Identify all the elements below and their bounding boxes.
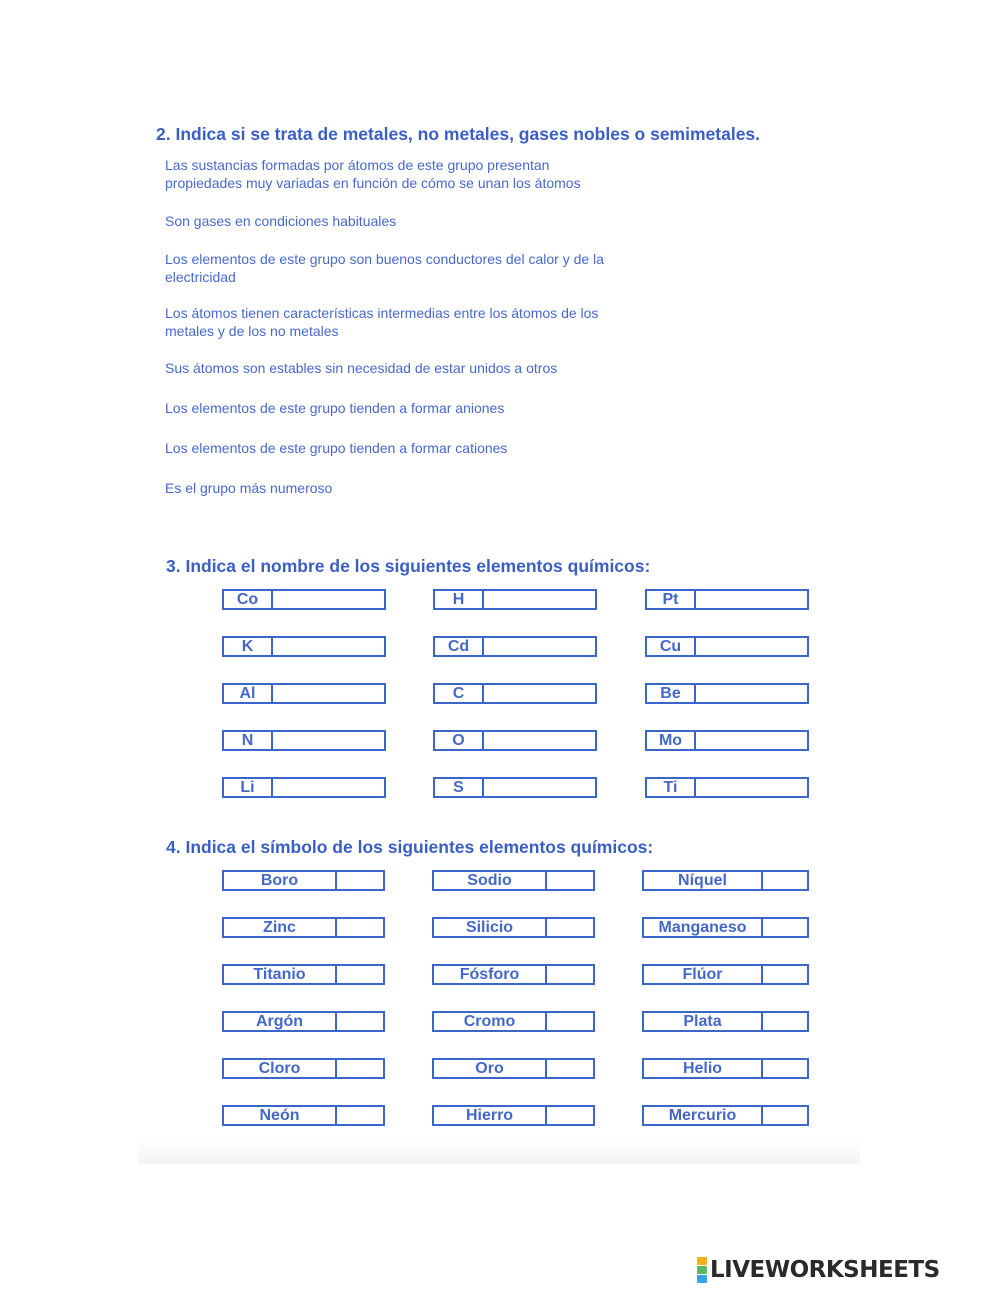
page-bottom-shadow — [138, 1140, 860, 1164]
element-symbol: Li — [224, 779, 273, 796]
section-4-heading: 4. Indica el símbolo de los siguientes elementos químicos: — [166, 837, 654, 857]
statement-8: Es el grupo más numeroso — [165, 480, 333, 496]
name-box — [432, 964, 595, 985]
name-box — [222, 964, 385, 985]
answer-field[interactable] — [484, 685, 595, 702]
name-box — [432, 1105, 595, 1126]
name-box — [642, 870, 809, 891]
answer-field[interactable] — [696, 638, 807, 655]
element-symbol: O — [435, 732, 484, 749]
answer-field[interactable] — [337, 966, 383, 983]
name-box — [222, 1011, 385, 1032]
answer-field[interactable] — [696, 779, 807, 796]
answer-field[interactable] — [547, 1013, 593, 1030]
answer-field[interactable] — [763, 1107, 807, 1124]
answer-field[interactable] — [337, 1107, 383, 1124]
answer-field[interactable] — [273, 779, 384, 796]
symbol-box — [433, 683, 597, 704]
answer-field[interactable] — [547, 919, 593, 936]
answer-field[interactable] — [337, 872, 383, 889]
element-symbol: Mo — [647, 732, 696, 749]
symbol-box — [645, 589, 809, 610]
logo-text: LIVEWORKSHEETS — [710, 1257, 940, 1283]
answer-field[interactable] — [763, 966, 807, 983]
element-symbol: Ti — [647, 779, 696, 796]
answer-field[interactable] — [337, 919, 383, 936]
symbol-box — [222, 589, 386, 610]
element-name: Plata — [644, 1013, 763, 1030]
answer-field[interactable] — [273, 591, 384, 608]
element-symbol: Co — [224, 591, 273, 608]
name-box — [642, 1105, 809, 1126]
element-name: Oro — [434, 1060, 547, 1077]
element-name: Silicio — [434, 919, 547, 936]
element-symbol: Pt — [647, 591, 696, 608]
symbol-box — [433, 589, 597, 610]
element-name: Cloro — [224, 1060, 337, 1077]
element-symbol: S — [435, 779, 484, 796]
element-symbol: Cd — [435, 638, 484, 655]
answer-field[interactable] — [273, 732, 384, 749]
name-box — [222, 917, 385, 938]
symbol-box — [222, 777, 386, 798]
answer-field[interactable] — [273, 685, 384, 702]
symbol-box — [645, 777, 809, 798]
answer-field[interactable] — [547, 1060, 593, 1077]
symbol-box — [433, 777, 597, 798]
answer-field[interactable] — [484, 638, 595, 655]
name-box — [222, 1105, 385, 1126]
answer-field[interactable] — [484, 591, 595, 608]
element-name: Zinc — [224, 919, 337, 936]
name-box — [222, 1058, 385, 1079]
answer-field[interactable] — [696, 732, 807, 749]
element-name: Fósforo — [434, 966, 547, 983]
symbol-box — [222, 683, 386, 704]
answer-field[interactable] — [273, 638, 384, 655]
answer-field[interactable] — [696, 591, 807, 608]
answer-field[interactable] — [763, 1060, 807, 1077]
answer-field[interactable] — [763, 872, 807, 889]
answer-field[interactable] — [547, 1107, 593, 1124]
name-box — [642, 1058, 809, 1079]
statement-1: Las sustancias formadas por átomos de este grupo presentan propiedades muy variadas en función de cómo se unan los átomos — [165, 157, 581, 191]
symbol-box — [645, 636, 809, 657]
element-name: Helio — [644, 1060, 763, 1077]
element-symbol: Al — [224, 685, 273, 702]
answer-field[interactable] — [484, 732, 595, 749]
element-name: Hierro — [434, 1107, 547, 1124]
symbol-box — [645, 730, 809, 751]
element-name: Boro — [224, 872, 337, 889]
section-3-heading: 3. Indica el nombre de los siguientes elementos químicos: — [166, 556, 651, 576]
section-2-heading: 2. Indica si se trata de metales, no metales, gases nobles o semimetales. — [156, 124, 761, 144]
element-symbol: K — [224, 638, 273, 655]
element-name: Mercurio — [644, 1107, 763, 1124]
answer-field[interactable] — [696, 685, 807, 702]
element-name: Níquel — [644, 872, 763, 889]
element-symbol: Be — [647, 685, 696, 702]
element-name: Titanio — [224, 966, 337, 983]
name-box — [432, 917, 595, 938]
name-box — [432, 1011, 595, 1032]
symbol-box — [222, 730, 386, 751]
name-box — [642, 917, 809, 938]
logo-mark-icon — [697, 1257, 707, 1284]
element-name: Cromo — [434, 1013, 547, 1030]
answer-field[interactable] — [547, 872, 593, 889]
statement-3: Los elementos de este grupo son buenos conductores del calor y de la electricidad — [165, 251, 604, 285]
name-box — [642, 1011, 809, 1032]
name-box — [222, 870, 385, 891]
element-symbol: N — [224, 732, 273, 749]
statement-6: Los elementos de este grupo tienden a formar aniones — [165, 400, 505, 416]
symbol-box — [433, 636, 597, 657]
answer-field[interactable] — [547, 966, 593, 983]
answer-field[interactable] — [763, 919, 807, 936]
answer-field[interactable] — [763, 1013, 807, 1030]
element-name: Neón — [224, 1107, 337, 1124]
answer-field[interactable] — [337, 1013, 383, 1030]
name-box — [432, 1058, 595, 1079]
name-box — [432, 870, 595, 891]
name-box — [642, 964, 809, 985]
element-name: Manganeso — [644, 919, 763, 936]
symbol-box — [433, 730, 597, 751]
statement-5: Sus átomos son estables sin necesidad de estar unidos a otros — [165, 360, 558, 376]
statement-2: Son gases en condiciones habituales — [165, 213, 397, 229]
element-name: Flúor — [644, 966, 763, 983]
element-symbol: Cu — [647, 638, 696, 655]
element-symbol: H — [435, 591, 484, 608]
symbol-box — [222, 636, 386, 657]
symbol-box — [645, 683, 809, 704]
liveworksheets-logo — [697, 1256, 940, 1284]
answer-field[interactable] — [484, 779, 595, 796]
element-name: Argón — [224, 1013, 337, 1030]
element-name: Sodio — [434, 872, 547, 889]
element-symbol: C — [435, 685, 484, 702]
statement-7: Los elementos de este grupo tienden a formar cationes — [165, 440, 508, 456]
statement-4: Los átomos tienen características intermedias entre los átomos de los metales y de los no metales — [165, 305, 599, 339]
answer-field[interactable] — [337, 1060, 383, 1077]
